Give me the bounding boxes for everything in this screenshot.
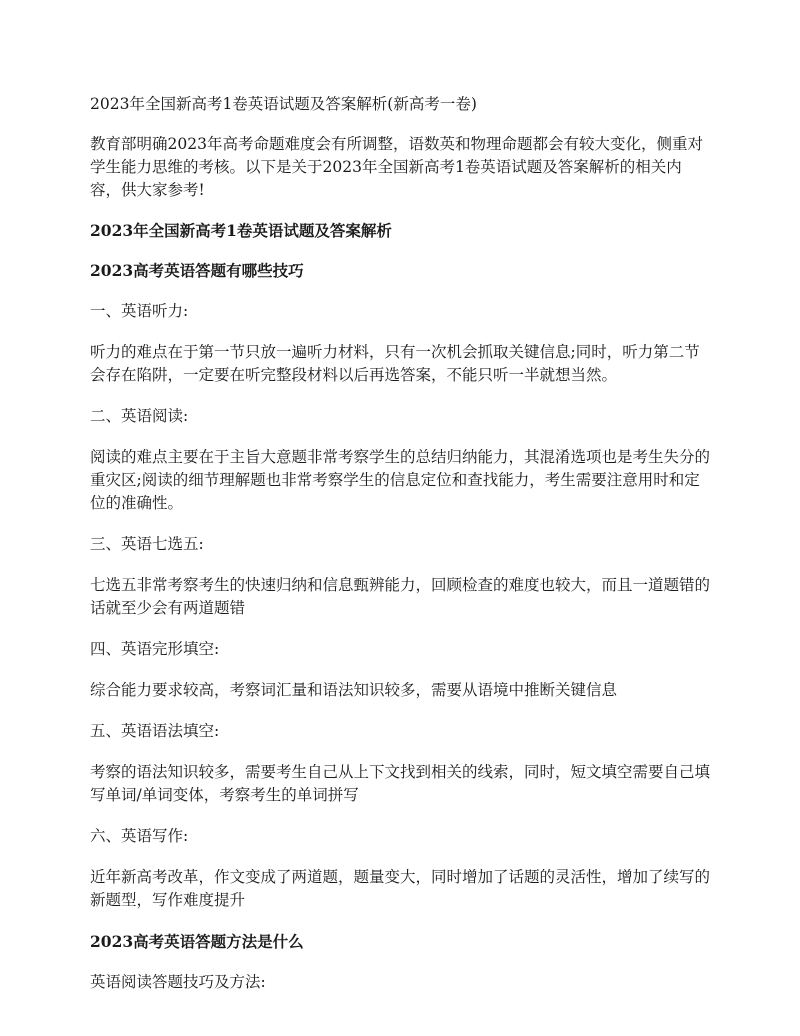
section-label-writing: 六、英语写作:	[90, 827, 189, 845]
heading-methods: 2023高考英语答题方法是什么	[90, 932, 304, 951]
section-label-seven-five: 三、英语七选五:	[90, 535, 204, 553]
section-text-listening: 听力的难点在于第一节只放一遍听力材料，只有一次机会抓取关键信息;同时，听力第二节会存在陷阱，一定要在听完整段材料以后再选答案，不能只听一半就想当然。	[90, 343, 700, 384]
closing-label: 英语阅读答题技巧及方法:	[90, 973, 266, 991]
section-text-seven-five: 七选五非常考察考生的快速归纳和信息甄辨能力，回顾检查的难度也较大，而且一道题错的话就至少会有两道题错	[90, 576, 711, 617]
section-label-cloze: 四、英语完形填空:	[90, 640, 220, 658]
section-label-listening: 一、英语听力:	[90, 302, 189, 320]
section-label-grammar: 五、英语语法填空:	[90, 722, 220, 740]
section-text-reading: 阅读的难点主要在于主旨大意题非常考察学生的总结归纳能力，其混淆选项也是考生失分的重灾区;阅读的细节理解题也非常考察学生的信息定位和查找能力，考生需要注意用时和定位的准确性。	[90, 448, 711, 512]
intro-paragraph: 教育部明确2023年高考命题难度会有所调整，语数英和物理命题都会有较大变化，侧重对学生能力思维的考核。以下是关于2023年全国新高考1卷英语试题及答案解析的相关内容，供大家参考!	[90, 135, 703, 199]
heading-answers: 2023年全国新高考1卷英语试题及答案解析	[90, 221, 392, 240]
heading-tips: 2023高考英语答题有哪些技巧	[90, 261, 304, 280]
document-title: 2023年全国新高考1卷英语试题及答案解析(新高考一卷)	[90, 95, 477, 113]
section-text-grammar: 考察的语法知识较多，需要考生自己从上下文找到相关的线索，同时，短文填空需要自己填写单词/单词变体，考察考生的单词拼写	[90, 763, 711, 804]
section-label-reading: 二、英语阅读:	[90, 407, 189, 425]
section-text-writing: 近年新高考改革，作文变成了两道题，题量变大，同时增加了话题的灵活性，增加了续写的新题型，写作难度提升	[90, 868, 711, 909]
section-text-cloze: 综合能力要求较高，考察词汇量和语法知识较多，需要从语境中推断关键信息	[90, 681, 618, 699]
